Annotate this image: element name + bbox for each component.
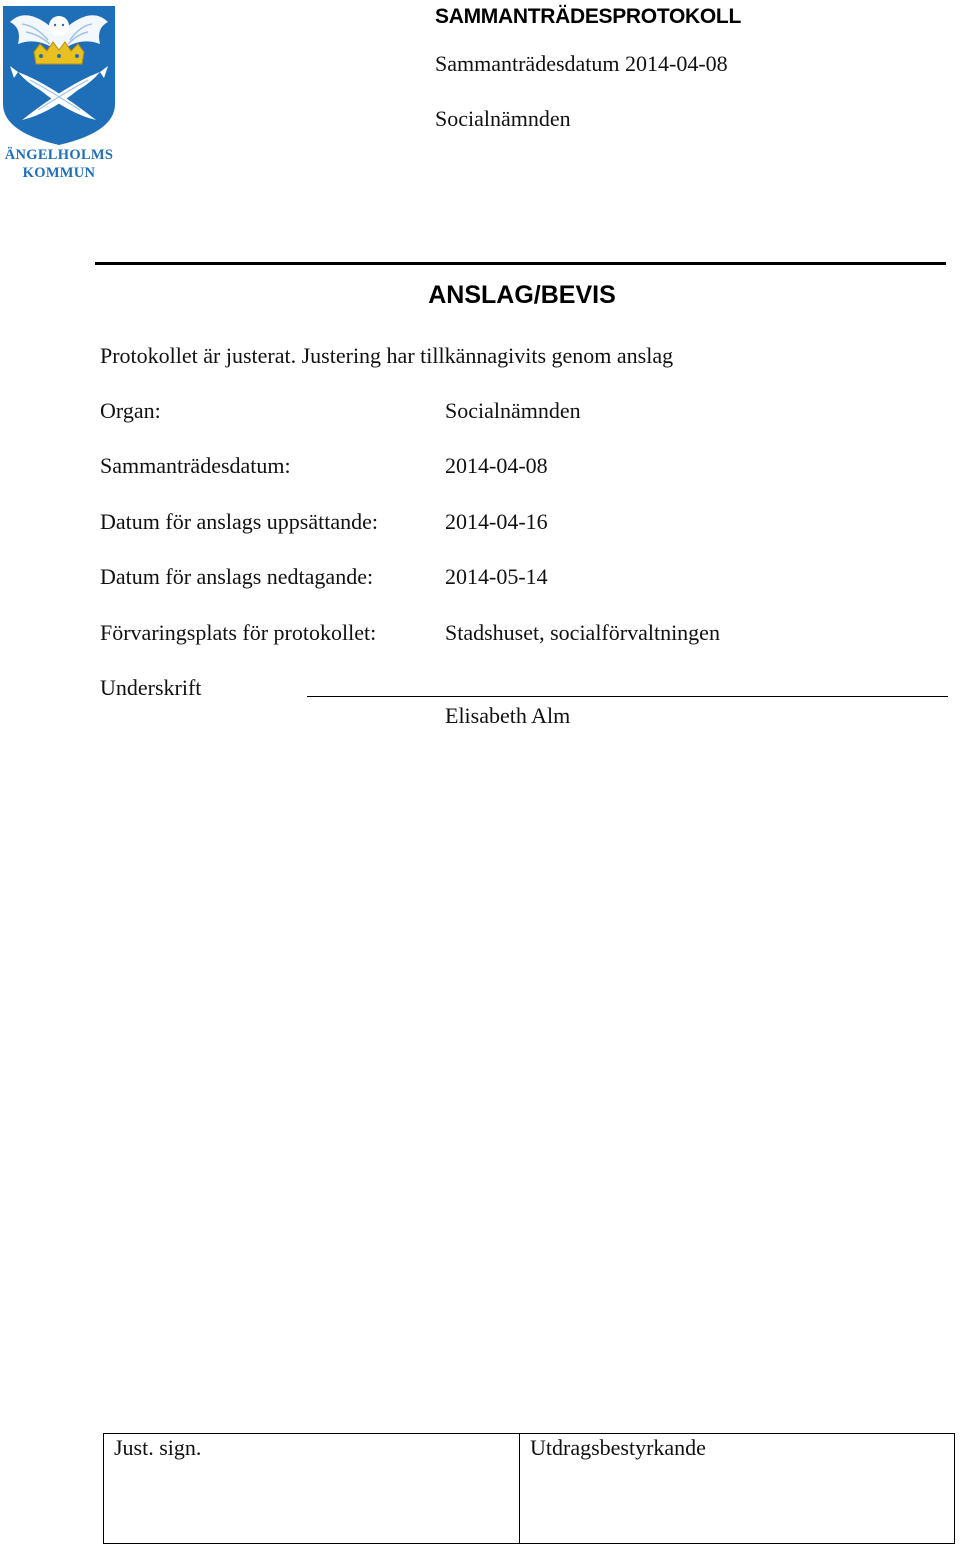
row-value-posting-date: 2014-04-16 [445, 509, 548, 534]
row-label-posting-date: Datum för anslags uppsättande: [100, 509, 378, 534]
extract-certification-label: Utdragsbestyrkande [530, 1435, 706, 1460]
logo-text-line2: KOMMUN [22, 165, 96, 181]
row-value-storage-place: Stadshuset, socialförvaltningen [445, 620, 720, 645]
signature-label: Underskrift [100, 675, 202, 700]
header-meeting-date: Sammanträdesdatum 2014-04-08 [435, 51, 728, 76]
row-label-removal-date: Datum för anslags nedtagande: [100, 564, 374, 589]
row-label-storage-place: Förvaringsplats för protokollet: [100, 620, 377, 645]
header-divider [95, 262, 946, 265]
municipal-logo [0, 4, 118, 186]
notice-title: ANSLAG/BEVIS [428, 281, 616, 309]
notice-intro: Protokollet är justerat. Justering har tillkännagivits genom anslag [100, 343, 674, 368]
row-label-organ: Organ: [100, 398, 161, 423]
document-type-title: SAMMANTRÄDESPROTOKOLL [435, 5, 741, 28]
header-committee: Socialnämnden [435, 106, 571, 131]
row-value-meeting-date: 2014-04-08 [445, 453, 548, 478]
row-value-organ: Socialnämnden [445, 398, 581, 423]
footer-cell-just-sign [104, 1434, 520, 1543]
just-sign-label: Just. sign. [114, 1435, 202, 1460]
row-label-meeting-date: Sammanträdesdatum: [100, 453, 291, 478]
signer-name: Elisabeth Alm [445, 703, 571, 728]
row-value-removal-date: 2014-05-14 [445, 564, 548, 589]
footer-cell-extract-certification [520, 1434, 954, 1543]
municipal-coat-of-arms-icon [0, 4, 118, 146]
footer-signature-table [103, 1433, 955, 1544]
logo-text-line1: ÄNGELHOLMS [4, 147, 114, 163]
signature-line [307, 696, 948, 697]
